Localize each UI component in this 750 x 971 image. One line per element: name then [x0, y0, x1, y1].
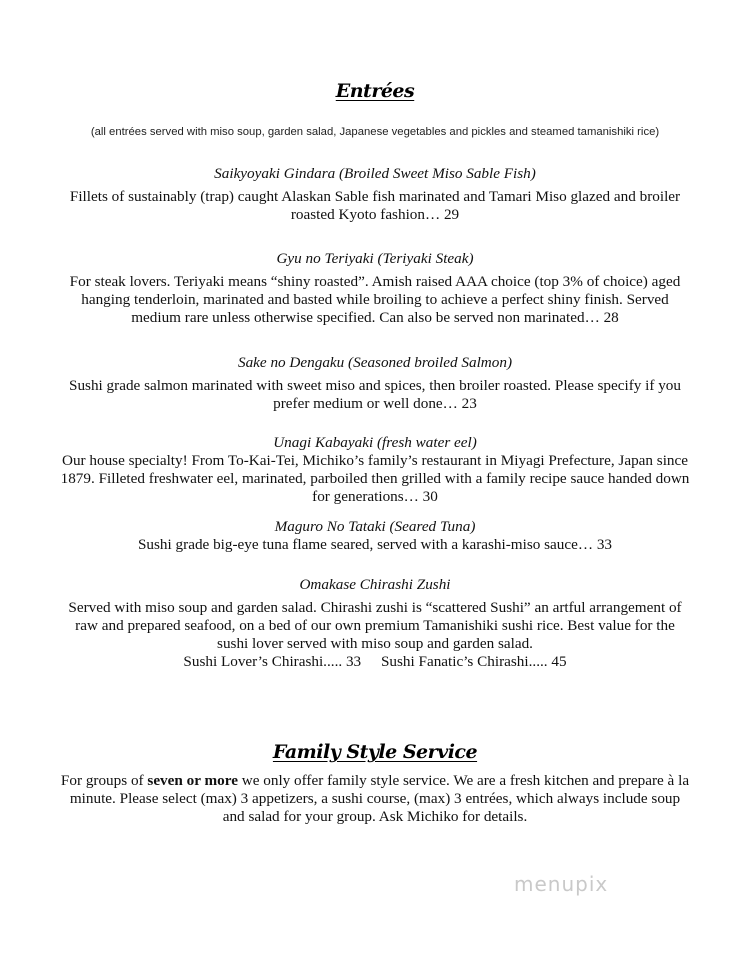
dish-description: Served with miso soup and garden salad. Chirashi zushi is “scattered Sushi” an artful arrangement of raw and prepared seafood, on a bed of our own premium Tamanishiki sushi rice. Best value for the sushi lover served with miso soup and garden salad.: [68, 599, 682, 652]
dish-name: Maguro No Tataki (Seared Tuna): [274, 518, 476, 535]
family-style-description: [60, 772, 690, 826]
dish-description: Fillets of sustainably (trap) caught Alaskan Sable fish marinated and Tamari Miso glazed and broiler roasted Kyoto fashion… 29: [69, 188, 681, 223]
dish-unagi: [60, 434, 690, 506]
dish-description: Our house specialty! From To-Kai-Tei, Michiko’s family’s restaurant in Miyagi Prefecture, Japan since 1879. Filleted freshwater eel, marinated, parboiled then grilled with a family recipe sauce handed down for generations… 30: [60, 452, 690, 505]
dish-description: For steak lovers. Teriyaki means “shiny roasted”. Amish raised AAA choice (top 3% of choice) aged hanging tenderloin, marinated and basted while broiling to achieve a perfect shiny finish. Served medium rare unless otherwise specified. Can also be served non marinated… 28: [69, 273, 681, 326]
family-intro: For groups of: [60, 772, 148, 789]
price-sushi-fanatic: Sushi Fanatic’s Chirashi..... 45: [380, 653, 567, 670]
entrees-note: (all entrées served with miso soup, garden salad, Japanese vegetables and pickles and steamed tamanishiki rice): [90, 126, 660, 138]
dish-name: Saikyoyaki Gindara (Broiled Sweet Miso Sable Fish): [214, 165, 536, 182]
entrees-heading: Entrées: [335, 80, 415, 102]
family-details: we only offer family style service. We are a fresh kitchen and prepare à la minute. Please select (max) 3 appetizers, a sushi course, (max) 3 entrées, which always include soup and salad for your group. Ask Michiko for details.: [69, 772, 690, 825]
dish-description: Sushi grade salmon marinated with sweet miso and spices, then broiler roasted. Please specify if you prefer medium or well done… 23: [69, 377, 681, 412]
dish-tataki: [60, 518, 690, 554]
price-sushi-lover: Sushi Lover’s Chirashi..... 33: [183, 653, 362, 670]
dish-gindara: [60, 165, 690, 224]
family-style-heading: Family Style Service: [272, 741, 478, 763]
dish-name: Gyu no Teriyaki (Teriyaki Steak): [276, 250, 474, 267]
dish-name: Sake no Dengaku (Seasoned broiled Salmon): [237, 354, 512, 371]
family-group-size: seven or more: [147, 772, 238, 789]
dish-salmon: [60, 354, 690, 413]
dish-name: Unagi Kabayaki (fresh water eel): [273, 434, 477, 451]
chirashi-prices: [60, 653, 690, 671]
menupix-watermark: menupix: [514, 872, 609, 896]
dish-description: Sushi grade big-eye tuna flame seared, served with a karashi-miso sauce… 33: [137, 536, 613, 553]
dish-teriyaki: [60, 250, 690, 327]
dish-name: Omakase Chirashi Zushi: [299, 576, 451, 593]
dish-chirashi: [60, 576, 690, 671]
